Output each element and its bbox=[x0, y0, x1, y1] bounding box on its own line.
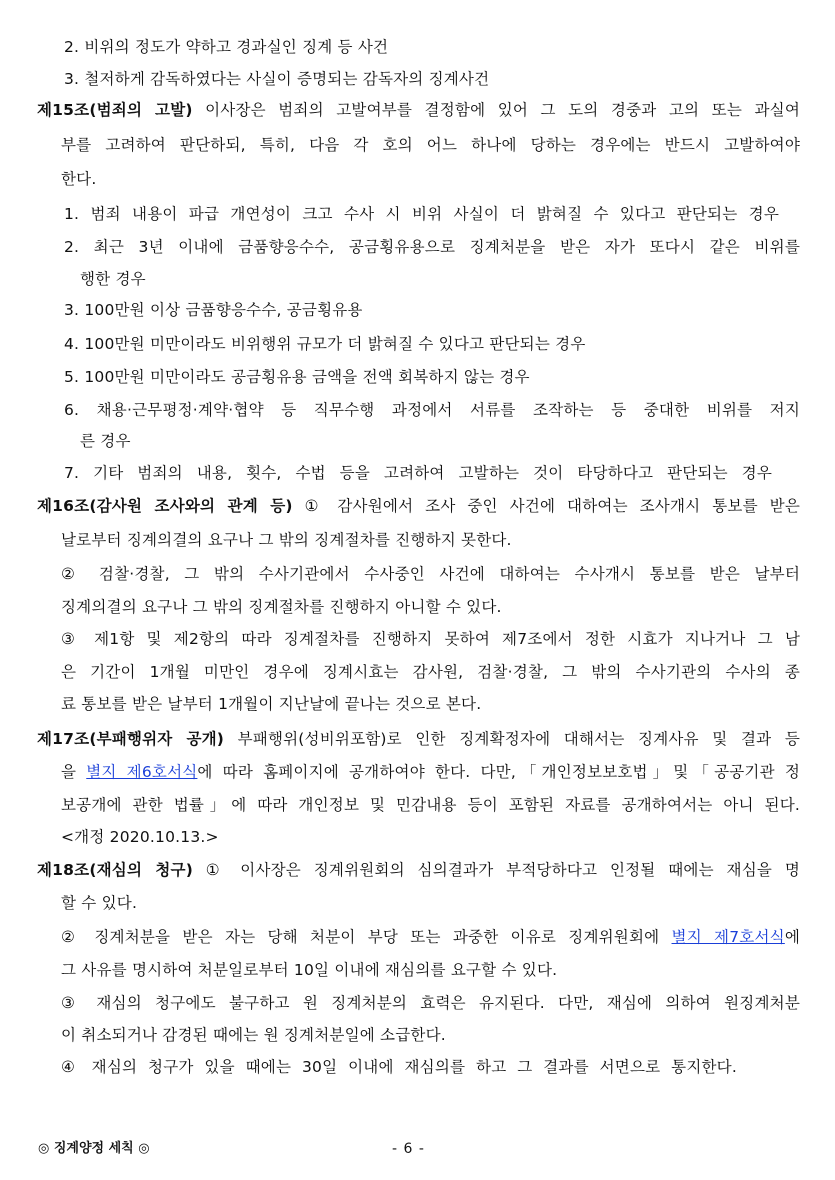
article-15-line bbox=[37, 99, 800, 121]
item-text: 4. 100만원 미만이라도 비위행위 규모가 더 밝혀질 수 있다고 판단되는 경우 bbox=[64, 335, 586, 353]
article-text: ① 이사장은 징계위원회의 심의결과가 부적당하다고 인정될 때에는 재심을 명 bbox=[193, 861, 800, 879]
article-18-line bbox=[37, 859, 800, 881]
article-text: 한다. bbox=[61, 170, 97, 188]
article-text: 을 bbox=[61, 763, 87, 781]
article-text: ② 징계처분을 받은 자는 당해 처분이 부당 또는 과중한 이유로 징계위원회에 bbox=[61, 928, 672, 946]
article-18-line-3 bbox=[61, 926, 800, 948]
amendment-note: <개정 2020.10.13.> bbox=[61, 828, 219, 846]
item-text: 른 경우 bbox=[80, 432, 131, 450]
item-text: 6. 채용·근무평정·계약·협약 등 직무수행 과정에서 서류를 조작하는 등 중대한 비위를 저지 bbox=[64, 401, 800, 419]
footer-title: ◎ 징계양정 세칙 ◎ bbox=[38, 1141, 150, 1156]
article-17-heading: 제17조(부패행위자 공개) bbox=[37, 730, 225, 748]
article-text: 할 수 있다. bbox=[61, 894, 138, 912]
item-text: 3. 100만원 이상 금품향응수수, 공금횡유용 bbox=[64, 301, 363, 319]
article-17-line-2 bbox=[61, 761, 800, 783]
article-text: 날로부터 징계의결의 요구나 그 밖의 징계절차를 진행하지 못한다. bbox=[61, 531, 512, 549]
article-text: 에 bbox=[784, 928, 800, 946]
page-number: - 6 - bbox=[392, 1141, 425, 1157]
article-text: 이사장은 범죄의 고발여부를 결정함에 있어 그 도의 경중과 고의 또는 과실여 bbox=[192, 101, 800, 119]
item-text: 행한 경우 bbox=[80, 270, 146, 288]
form-7-link[interactable]: 별지 제7호서식 bbox=[671, 928, 785, 946]
article-text: 이 취소되거나 감경된 때에는 원 징계처분일에 소급한다. bbox=[61, 1026, 446, 1044]
item-text: 3. 철저하게 감독하였다는 사실이 증명되는 감독자의 징계사건 bbox=[64, 70, 490, 88]
article-15-heading: 제15조(범죄의 고발) bbox=[37, 101, 193, 119]
article-16-line bbox=[37, 495, 800, 517]
article-text: ③ 재심의 청구에도 불구하고 원 징계처분의 효력은 유지된다. 다만, 재심에 의하여 원징계처분 bbox=[61, 994, 800, 1012]
article-text: 은 기간이 1개월 미만인 경우에 징계시효는 감사원, 검찰·경찰, 그 밖의 수사기관의 수사의 종 bbox=[61, 663, 800, 681]
item-text: 2. 비위의 정도가 약하고 경과실인 징계 등 사건 bbox=[64, 38, 389, 56]
article-text: 부를 고려하여 판단하되, 특히, 다음 각 호의 어느 하나에 당하는 경우에는 반드시 고발하여야 bbox=[61, 136, 800, 154]
item-text: 1. 범죄 내용이 파급 개연성이 크고 수사 시 비위 사실이 더 밝혀질 수 있다고 판단되는 경우 bbox=[64, 205, 779, 223]
article-text: 료 통보를 받은 날부터 1개월이 지난날에 끝나는 것으로 본다. bbox=[61, 695, 482, 713]
article-text: ② 검찰·경찰, 그 밖의 수사기관에서 수사중인 사건에 대하여는 수사개시 통보를 받은 날부터 bbox=[61, 565, 800, 583]
article-text: ① 감사원에서 조사 중인 사건에 대하여는 조사개시 통보를 받은 bbox=[292, 497, 800, 515]
article-text: 보공개에 관한 법률」에 따라 개인정보 및 민감내용 등이 포함된 자료를 공개하여서는 아니 된다. bbox=[61, 796, 800, 814]
item-text: 7. 기타 범죄의 내용, 횟수, 수법 등을 고려하여 고발하는 것이 타당하다고 판단되는 경우 bbox=[64, 464, 772, 482]
article-text: ③ 제1항 및 제2항의 따라 징계절차를 진행하지 못하여 제7조에서 정한 시효가 지나거나 그 남 bbox=[61, 630, 800, 648]
article-text: ④ 재심의 청구가 있을 때에는 30일 이내에 재심의를 하고 그 결과를 서면으로 통지한다. bbox=[61, 1058, 737, 1076]
article-text: 부패행위(성비위포함)로 인한 징계확정자에 대해서는 징계사유 및 결과 등 bbox=[224, 730, 800, 748]
article-16-heading: 제16조(감사원 조사와의 관계 등) bbox=[37, 497, 293, 515]
article-text: 에 따라 홈페이지에 공개하여야 한다. 다만,「개인정보보호법」및「공공기관 정 bbox=[197, 763, 800, 781]
item-text: 5. 100만원 미만이라도 공금횡유용 금액을 전액 회복하지 않는 경우 bbox=[64, 368, 530, 386]
item-text: 2. 최근 3년 이내에 금품향응수수, 공금횡유용으로 징계처분을 받은 자가 또다시 같은 비위를 bbox=[64, 238, 800, 256]
article-text: 그 사유를 명시하여 처분일로부터 10일 이내에 재심의를 요구할 수 있다. bbox=[61, 961, 558, 979]
article-18-heading: 제18조(재심의 청구) bbox=[37, 861, 193, 879]
article-17-line bbox=[37, 728, 800, 750]
form-6-link[interactable]: 별지 제6호서식 bbox=[86, 763, 198, 781]
article-text: 징계의결의 요구나 그 밖의 징계절차를 진행하지 아니할 수 있다. bbox=[61, 598, 502, 616]
